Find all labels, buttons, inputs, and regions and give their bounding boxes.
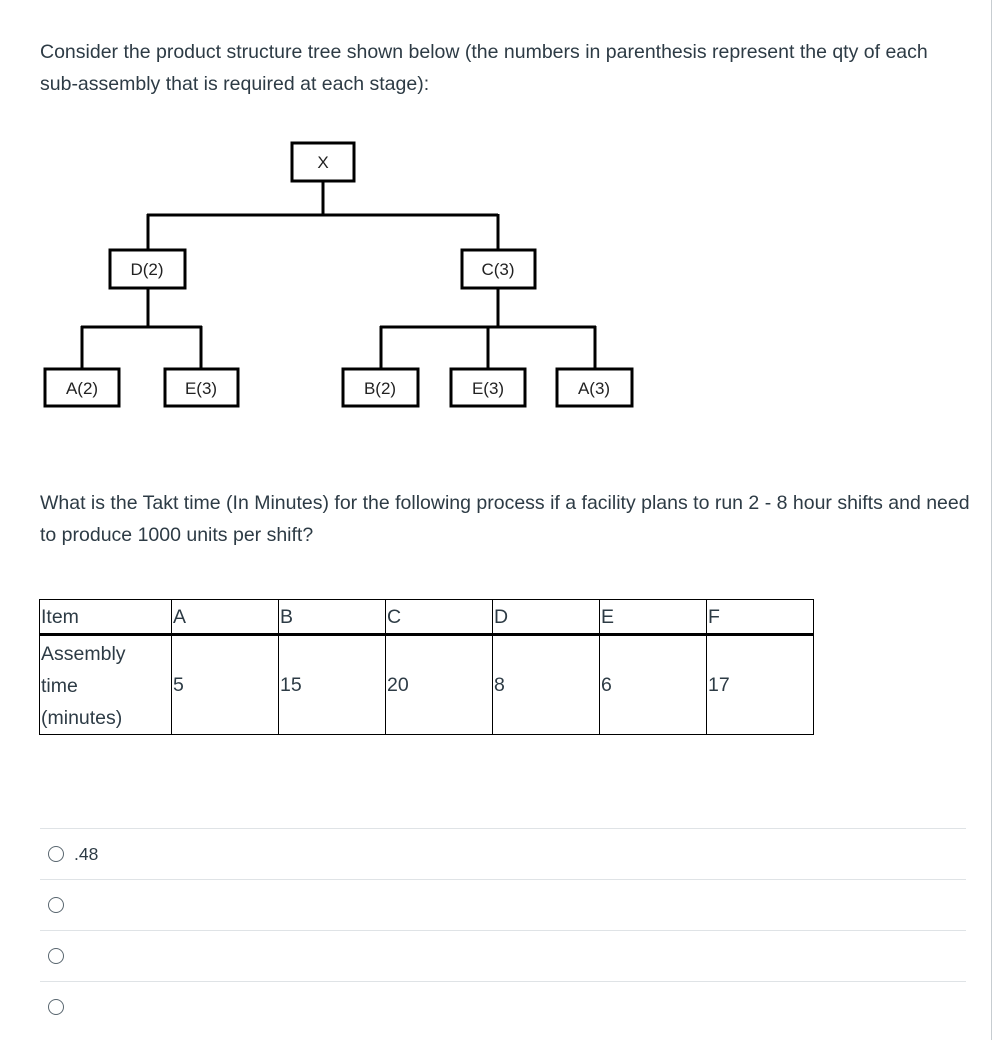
table-header-label: Item xyxy=(40,600,172,635)
tree-node-c-a-label: A(3) xyxy=(577,379,611,398)
answer-option[interactable] xyxy=(40,930,966,981)
radio-button[interactable] xyxy=(48,846,64,862)
table-cell: 20 xyxy=(386,635,493,735)
radio-button[interactable] xyxy=(48,999,64,1015)
table-header-cell: C xyxy=(386,600,493,635)
answer-list xyxy=(40,828,966,1032)
table-cell: 5 xyxy=(172,635,279,735)
table-header-cell: A xyxy=(172,600,279,635)
table-row-label xyxy=(40,635,172,735)
row-label-line: Assembly xyxy=(41,643,126,665)
tree-node-c-label: C(3) xyxy=(481,260,515,279)
answer-label: .48 xyxy=(74,843,99,864)
radio-button[interactable] xyxy=(48,897,64,913)
table-header-row xyxy=(40,600,814,635)
tree-node-d-a-label: A(2) xyxy=(65,379,99,398)
row-label-line: time xyxy=(41,675,78,697)
tree-node-root-label: X xyxy=(317,153,329,172)
tree-node-c-e-label: E(3) xyxy=(471,379,505,398)
assembly-time-table xyxy=(39,599,814,735)
answer-option[interactable] xyxy=(40,879,966,930)
table-header-cell: E xyxy=(600,600,707,635)
table-cell: 15 xyxy=(279,635,386,735)
row-label-line: (minutes) xyxy=(41,707,123,729)
product-structure-tree xyxy=(0,130,700,420)
tree-node-d-label: D(2) xyxy=(130,260,164,279)
table-header-cell: D xyxy=(493,600,600,635)
answer-option[interactable] xyxy=(40,828,966,879)
table-cell: 6 xyxy=(600,635,707,735)
question-intro: Consider the product structure tree shown below (the numbers in parenthesis represent the qty of each sub-assembly that is required at each stage): xyxy=(40,41,928,95)
radio-button[interactable] xyxy=(48,948,64,964)
answer-option[interactable] xyxy=(40,981,966,1032)
table-cell: 17 xyxy=(707,635,814,735)
table-header-cell: B xyxy=(279,600,386,635)
question-prompt: What is the Takt time (In Minutes) for the following process if a facility plans to run 2 - 8 hour shifts and need to produce 1000 units per shift? xyxy=(40,492,970,546)
table-row xyxy=(40,635,814,735)
table-cell: 8 xyxy=(493,635,600,735)
tree-node-c-b-label: B(2) xyxy=(363,379,397,398)
tree-node-d-e-label: E(3) xyxy=(184,379,218,398)
table-header-cell: F xyxy=(707,600,814,635)
